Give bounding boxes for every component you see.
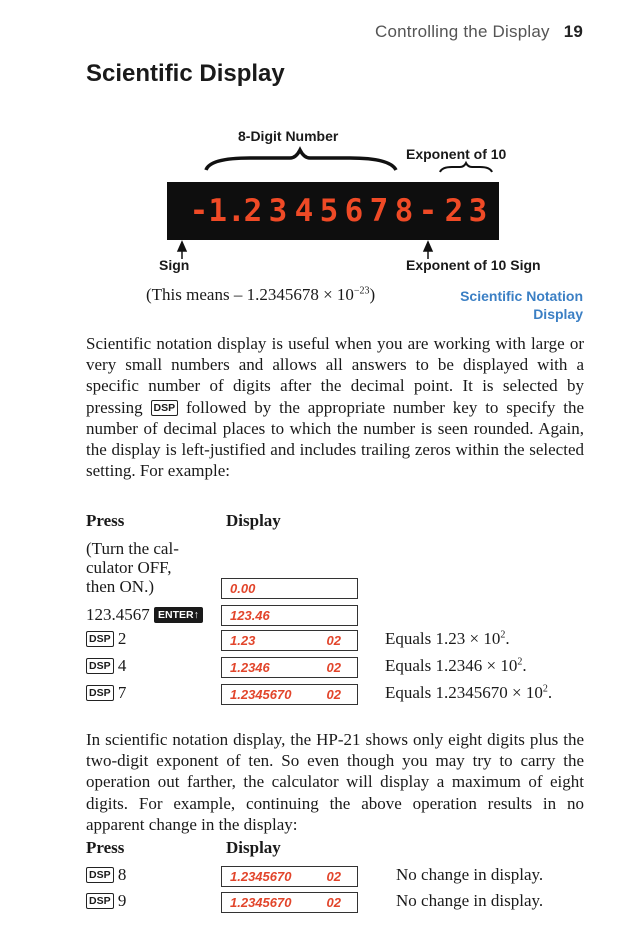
display-header: Display: [226, 838, 281, 857]
dsp-key-icon: DSP: [86, 685, 114, 701]
display-readout: 123.46: [221, 605, 358, 626]
turn-off-on-instruction: (Turn the cal- culator OFF, then ON.): [86, 539, 179, 596]
display-readout: 1.2346 02: [221, 657, 358, 678]
page-title: Scientific Display: [86, 60, 285, 87]
dsp-key-icon: DSP: [86, 631, 114, 647]
display-digit: 1.: [208, 193, 246, 229]
page-number: 19: [563, 22, 583, 41]
display-digit: 3: [468, 193, 488, 229]
result-note: Equals $1.23 \times 10^2$.: [385, 629, 510, 648]
keystroke: DSP 9: [86, 891, 126, 911]
display-digit: -: [189, 193, 209, 229]
paragraph-eight-digits: In scientific notation display, the HP-21 shows only eight digits plus the two-digit exponent of ten. So even though you may try to carry the operation out farther, the calculator will display a maximum of eight digits. For example, continuing the above operation results in no apparent change in the display:: [86, 730, 584, 834]
dsp-key-icon: DSP: [86, 658, 114, 674]
press-header: Press: [86, 511, 125, 530]
label-exponent: Exponent of 10: [406, 146, 507, 162]
keystroke: DSP 7: [86, 683, 126, 703]
keystroke: DSP 4: [86, 656, 126, 676]
display-digit: 6: [344, 193, 364, 229]
exponent-brace-icon: [440, 163, 492, 172]
calculator-display: [167, 182, 499, 240]
section-title: Controlling the Display: [375, 22, 550, 41]
display-readout: 1.23 02: [221, 630, 358, 651]
label-8-digit-number: 8-Digit Number: [238, 128, 339, 144]
display-readout: 1.2345670 02: [221, 866, 358, 887]
display-digit: 2: [243, 193, 263, 229]
mantissa-brace-icon: [206, 150, 396, 170]
result-note: No change in display.: [396, 865, 544, 884]
label-sign: Sign: [159, 257, 190, 273]
paragraph-intro: Scientific notation display is useful when you are working with large or very small numbers and allows all answers to be displayed with a specific number of digits after the decimal point. It is selected by pressing DSP followed by the appropriate number key to specify the number of decimal places to which the number is seen rounded. Again, the display is left-justified and includes trailing zeros within the selected setting. For example:: [86, 334, 584, 481]
enter-keystroke: 123.4567 ENTER↑: [86, 605, 203, 625]
enter-key-icon: ENTER↑: [154, 607, 203, 623]
dsp-key-icon: DSP: [151, 400, 179, 416]
result-note: Equals $1.2346 \times 10^2$.: [385, 656, 527, 675]
result-note: No change in display.: [396, 891, 544, 910]
display-digit: 3: [268, 193, 288, 229]
display-readout: 0.00: [221, 578, 358, 599]
keystroke: DSP 8: [86, 865, 126, 885]
display-digit: 7: [369, 193, 389, 229]
display-digit: 8: [394, 193, 414, 229]
result-note: Equals $1.2345670 \times 10^2$.: [385, 683, 553, 702]
keystroke: DSP 2: [86, 629, 126, 649]
display-digit: 5: [319, 193, 339, 229]
display-digit: 2: [444, 193, 464, 229]
dsp-key-icon: DSP: [86, 867, 114, 883]
label-exponent-sign: Exponent of 10 Sign: [406, 257, 541, 273]
diagram-braces: [0, 0, 631, 300]
dsp-key-icon: DSP: [86, 893, 114, 909]
display-header: Display: [226, 511, 281, 530]
display-readout: 1.2345670 02: [221, 892, 358, 913]
press-header: Press: [86, 838, 125, 857]
side-heading: Scientific Notation Display: [460, 288, 583, 322]
display-digit: 4: [294, 193, 314, 229]
display-readout: 1.2345670 02: [221, 684, 358, 705]
diagram-caption: (This means – $1.2345678 \times 10^{-23}$): [146, 285, 376, 304]
display-digit: -: [418, 193, 438, 229]
